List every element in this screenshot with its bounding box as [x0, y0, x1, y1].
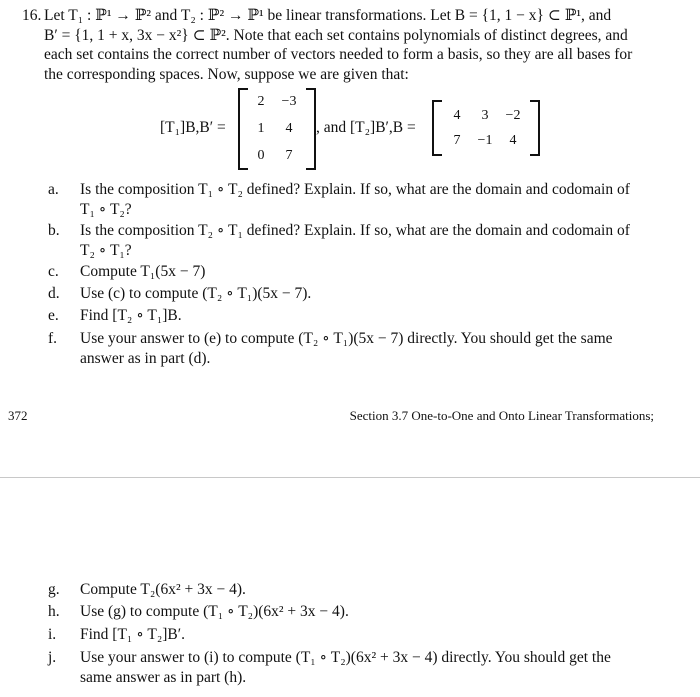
- t2-cell-r2-c2: −1: [477, 133, 493, 148]
- part-letter: i.: [48, 626, 57, 643]
- part-line-1: Is the composition T₂ ∘ T₁ defined? Explain. If so, what are the domain and codomain of: [80, 222, 630, 239]
- part-line-1: Find [T₁ ∘ T₂]B′.: [80, 626, 186, 643]
- given-matrices: [154, 88, 654, 172]
- t1-matrix-label: [T₁]B,B′ =: [160, 119, 226, 136]
- t2-cell-r1-c3: −2: [505, 108, 521, 123]
- t1-cell-r3-c1: 0: [257, 148, 265, 163]
- t1-cell-r1-c2: −3: [281, 94, 297, 109]
- t2-cell-r2-c1: 7: [453, 133, 461, 148]
- part-line-1: Use (g) to compute (T₁ ∘ T₂)(6x² + 3x − 4).: [80, 603, 349, 620]
- t2-left-bracket: [432, 100, 442, 156]
- part-letter: b.: [48, 222, 60, 239]
- problem-number: 16.: [22, 7, 42, 24]
- part-line-1: Use your answer to (e) to compute (T₂ ∘ T₁)(5x − 7) directly. You should get the same: [80, 330, 613, 347]
- page-footer: [0, 406, 700, 426]
- t1-left-bracket: [238, 88, 248, 170]
- t1-matrix: [238, 88, 316, 170]
- t2-right-bracket: [530, 100, 540, 156]
- part-line-1: Compute T₁(5x − 7): [80, 263, 206, 280]
- part-line-2: answer as in part (d).: [80, 349, 211, 367]
- t1-cell-r3-c2: 7: [285, 148, 293, 163]
- part-line-1: Compute T₂(6x² + 3x − 4).: [80, 581, 246, 598]
- part-line-2: T₂ ∘ T₁?: [80, 241, 132, 259]
- part-line-1: Is the composition T₁ ∘ T₂ defined? Explain. If so, what are the domain and codomain of: [80, 181, 630, 198]
- t1-cell-r2-c2: 4: [285, 121, 293, 136]
- part-letter: f.: [48, 330, 58, 347]
- problem-line-3: each set contains the correct number of vectors needed to form a basis, so they are all bases for: [44, 46, 633, 63]
- part-line-2: same answer as in part (h).: [80, 668, 247, 686]
- part-letter: d.: [48, 285, 60, 302]
- t2-cell-r2-c3: 4: [509, 133, 517, 148]
- t1-cell-r1-c1: 2: [257, 94, 265, 109]
- problem-line-1: Let T₁ : ℙ¹ → ℙ² and T₂ : ℙ² → ℙ¹ be linear transformations. Let B = {1, 1 − x} ⊂ ℙ¹, and: [44, 7, 612, 24]
- part-line-1: Find [T₂ ∘ T₁]B.: [80, 307, 182, 324]
- part-letter: e.: [48, 307, 59, 324]
- t1-right-bracket: [306, 88, 316, 170]
- t2-cell-r1-c2: 3: [481, 108, 489, 123]
- part-letter: a.: [48, 181, 59, 198]
- part-letter: j.: [48, 649, 57, 666]
- problem-statement: [44, 6, 664, 84]
- part-letter: g.: [48, 581, 60, 598]
- part-line-1: Use (c) to compute (T₂ ∘ T₁)(5x − 7).: [80, 285, 312, 302]
- t2-matrix-label: , and [T₂]B′,B =: [316, 119, 416, 136]
- part-line-1: Use your answer to (i) to compute (T₁ ∘ T₂)(6x² + 3x − 4) directly. You should get the: [80, 649, 611, 666]
- part-line-2: T₁ ∘ T₂?: [80, 200, 132, 218]
- section-title: Section 3.7 One-to-One and Onto Linear Transformations;: [349, 408, 654, 423]
- part-letter: c.: [48, 263, 59, 280]
- t1-cell-r2-c1: 1: [257, 121, 265, 136]
- t2-cell-r1-c1: 4: [453, 108, 461, 123]
- problem-line-2: B′ = {1, 1 + x, 3x − x²} ⊂ ℙ². Note that each set contains polynomials of distinct degrees, and: [44, 26, 628, 44]
- part-letter: h.: [48, 603, 60, 620]
- page-break-divider: [0, 477, 700, 478]
- t2-matrix: [432, 100, 540, 156]
- page-number: 372: [8, 408, 28, 423]
- problem-line-4: the corresponding spaces. Now, suppose we are given that:: [44, 65, 409, 83]
